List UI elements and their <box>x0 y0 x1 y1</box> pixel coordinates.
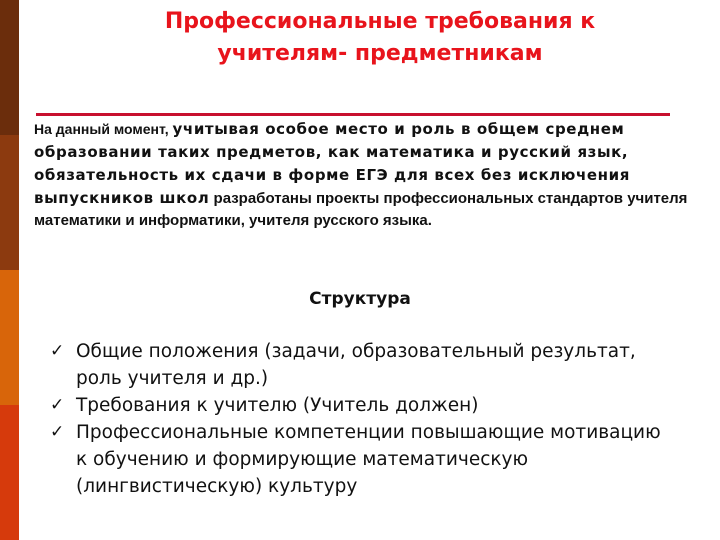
bullet-text: Требования к учителю (Учитель должен) <box>76 395 479 416</box>
check-mark-icon: ✓ <box>50 341 65 361</box>
bullet-item <box>50 419 670 500</box>
intro-main-text: учитывая особое место и роль в общем среднем образовании таких предметов, как математика и русский язык, обязательность их сдачи в форме ЕГЭ для всех без исключения выпускников школ <box>34 120 630 207</box>
slide-title-line-2: учителям- предметникам <box>217 41 543 66</box>
structure-heading: Структура <box>309 289 411 309</box>
check-mark-icon: ✓ <box>50 395 65 415</box>
intro-tail-text: разработаны проекты профессиональных стандартов учителя математики и информатики, учителя русского языка. <box>34 190 688 229</box>
title-underline-divider <box>36 113 670 116</box>
slide-title <box>40 6 720 70</box>
bullet-text: Профессиональные компетенции повышающие мотивацию к обучению и формирующие математическую (лингвистическую) культуру <box>76 422 661 497</box>
side-bar-segment <box>0 135 19 270</box>
check-mark-icon: ✓ <box>50 422 65 442</box>
side-bar-segment <box>0 405 19 540</box>
bullet-text: Общие положения (задачи, образовательный результат, роль учителя и др.) <box>76 341 636 389</box>
intro-paragraph <box>34 118 699 232</box>
side-bar-segment <box>0 0 19 135</box>
bullet-item <box>50 338 670 392</box>
intro-lead-text: На данный момент, <box>34 121 173 137</box>
slide-title-line-1: Профессиональные требования к <box>164 9 596 34</box>
side-bar-segment <box>0 270 19 405</box>
side-decoration-bar <box>0 0 19 540</box>
bullet-item <box>50 392 670 419</box>
structure-bullet-list <box>50 338 670 500</box>
